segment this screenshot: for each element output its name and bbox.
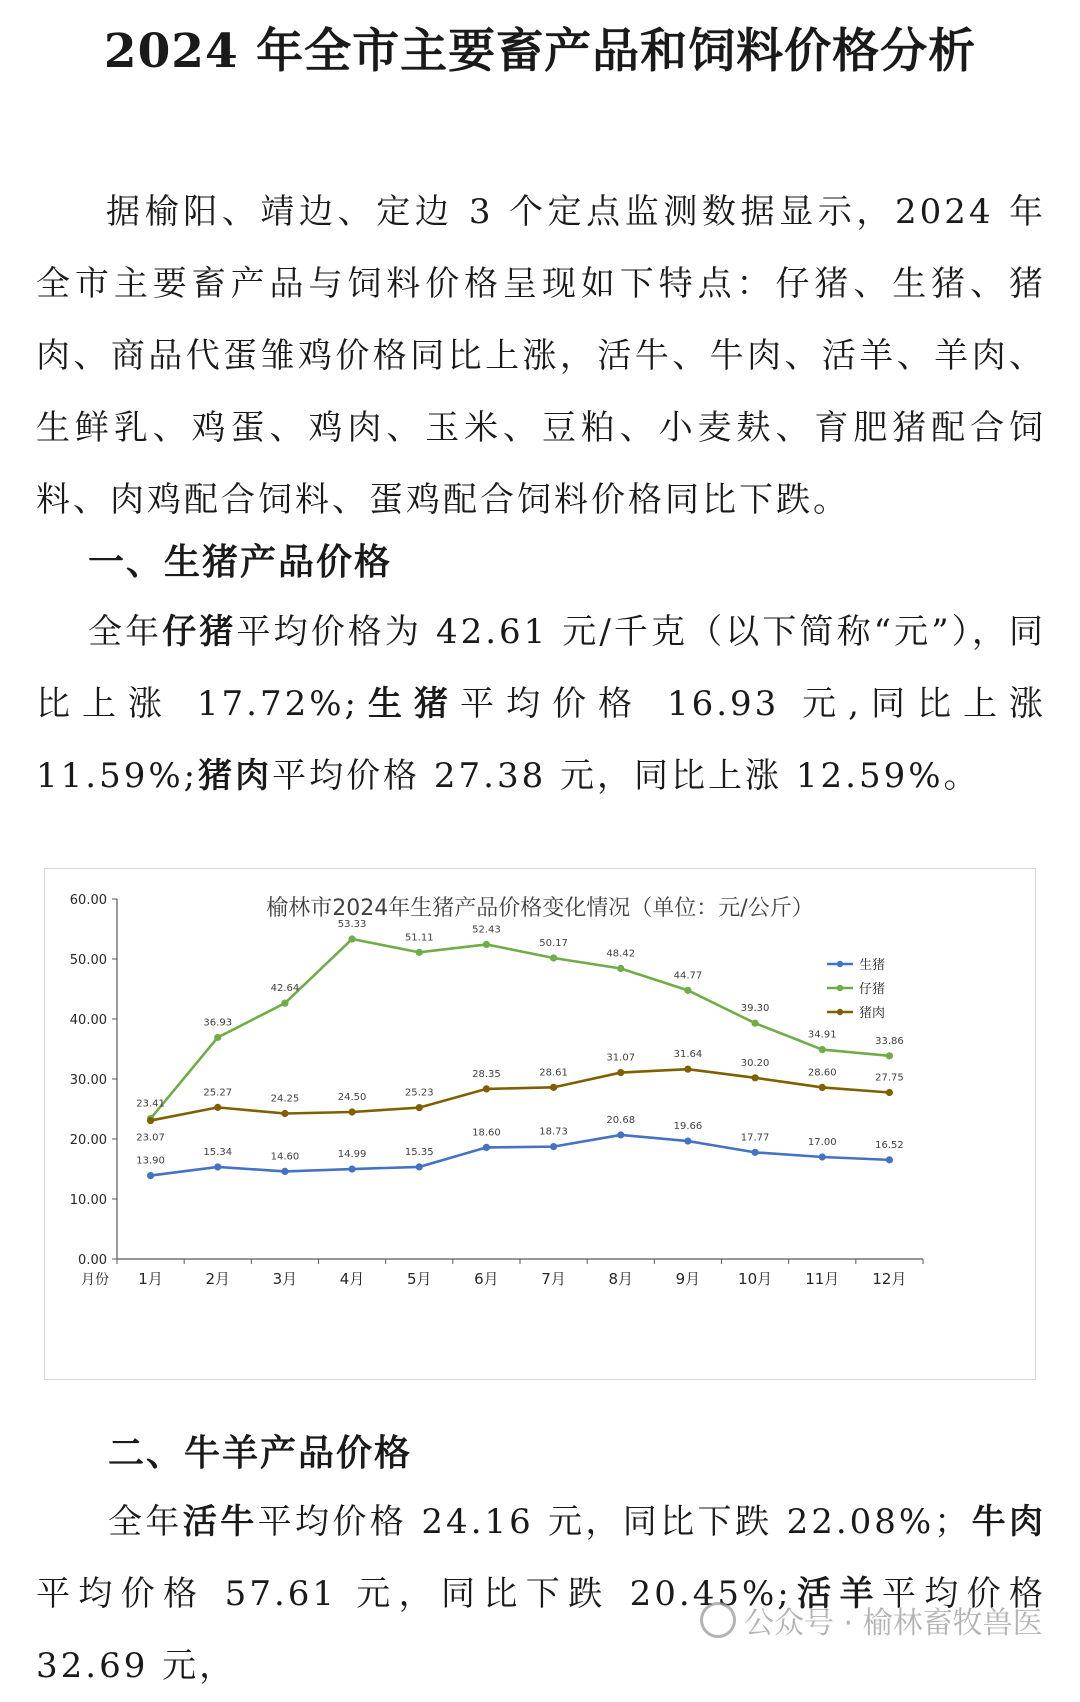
data-label: 23.41: [136, 1098, 165, 1110]
watermark: 公众号 · 榆林畜牧兽医: [700, 1598, 1043, 1642]
x-tick-label: 12月: [872, 1270, 907, 1288]
data-point: [281, 1000, 288, 1007]
data-point: [416, 1104, 423, 1111]
data-point: [281, 1110, 288, 1117]
data-point: [550, 1084, 557, 1091]
x-tick-label: 6月: [474, 1270, 499, 1288]
data-point: [281, 1168, 288, 1175]
data-label: 39.30: [740, 1003, 770, 1015]
x-tick-label: 4月: [339, 1270, 365, 1288]
data-label: 24.25: [270, 1093, 300, 1105]
data-label: 33.86: [875, 1035, 904, 1047]
x-tick-label: 10月: [738, 1270, 773, 1288]
data-label: 19.66: [673, 1121, 703, 1133]
pig-price-paragraph: 全年仔猪平均价格为 42.61 元/千克（以下简称“元”），同比上涨 17.72%;生猪平均价格 16.93 元,同比上涨 11.59%;猪肉平均价格 27.38 元，同比上涨 12.59%。: [36, 612, 1047, 796]
section-heading-pig: 一、生猪产品价格: [88, 541, 393, 583]
data-point: [751, 1149, 758, 1156]
data-label: 15.35: [404, 1146, 434, 1158]
y-tick-label: 40.00: [69, 1013, 107, 1028]
x-tick-label: 3月: [272, 1270, 298, 1288]
data-label: 15.34: [203, 1146, 233, 1158]
data-label: 17.77: [740, 1132, 770, 1144]
x-tick-label: 8月: [608, 1270, 634, 1288]
y-tick-label: 30.00: [69, 1073, 107, 1088]
data-point: [550, 1143, 557, 1150]
data-point: [684, 987, 691, 994]
x-tick-label: 1月: [138, 1270, 163, 1288]
data-label: 34.91: [807, 1029, 837, 1041]
legend-marker: [837, 1009, 843, 1015]
legend-marker: [837, 985, 843, 991]
legend-entry: 猪肉: [859, 1006, 886, 1021]
x-tick-label: 9月: [675, 1270, 701, 1288]
data-label: 16.52: [875, 1139, 904, 1151]
data-point: [819, 1153, 826, 1160]
data-label: 28.35: [472, 1068, 501, 1080]
data-label: 48.42: [606, 948, 636, 960]
data-label: 31.07: [606, 1052, 636, 1064]
y-tick-label: 50.00: [69, 953, 107, 968]
y-tick-label: 10.00: [69, 1193, 107, 1208]
data-point: [483, 1144, 490, 1151]
legend-marker: [837, 961, 843, 967]
x-tick-label: 5月: [406, 1270, 432, 1288]
data-point: [886, 1156, 893, 1163]
data-point: [617, 1131, 624, 1138]
data-point: [214, 1034, 221, 1041]
data-point: [751, 1020, 758, 1027]
data-label: 44.77: [673, 970, 703, 982]
data-label: 51.11: [404, 932, 434, 944]
data-point: [819, 1046, 826, 1053]
data-label: 25.27: [203, 1087, 233, 1099]
data-point: [617, 965, 624, 972]
data-label: 28.60: [807, 1067, 837, 1079]
data-point: [416, 1163, 423, 1170]
section-heading-cattle-sheep: 二、牛羊产品价格: [108, 1432, 413, 1474]
data-label: 17.00: [807, 1137, 837, 1148]
data-label: 28.61: [539, 1067, 568, 1079]
data-label: 14.99: [337, 1149, 367, 1161]
data-label: 53.33: [337, 919, 367, 931]
y-tick-label: 60.00: [69, 893, 107, 908]
data-point: [617, 1069, 624, 1076]
data-point: [483, 1085, 490, 1092]
data-label: 27.75: [875, 1072, 904, 1084]
data-label: 18.60: [472, 1127, 501, 1139]
data-label: 42.64: [270, 983, 300, 995]
chart-svg: [45, 869, 1035, 1379]
data-label: 20.68: [606, 1114, 636, 1126]
y-tick-label: 0.00: [78, 1253, 107, 1268]
data-label: 18.73: [539, 1126, 568, 1138]
data-label: 31.64: [673, 1049, 703, 1061]
data-label: 52.43: [472, 924, 501, 936]
data-point: [684, 1066, 691, 1073]
data-label: 24.50: [337, 1092, 367, 1103]
x-tick-label: 7月: [541, 1270, 566, 1288]
series-line-猪肉: [151, 1069, 890, 1120]
chart-title: 榆林市2024年生猪产品价格变化情况（单位：元/公斤）: [266, 896, 814, 921]
data-label: 25.23: [404, 1087, 434, 1099]
series-line-生猪: [151, 1135, 890, 1176]
document-title: 2024 年全市主要畜产品和饲料价格分析: [103, 24, 977, 79]
data-point: [348, 1165, 355, 1172]
data-point: [886, 1052, 893, 1059]
wechat-icon: [700, 1602, 736, 1638]
data-point: [348, 935, 355, 942]
data-point: [550, 954, 557, 961]
pig-price-chart: [44, 868, 1036, 1380]
cattle-sheep-paragraph: 全年活牛平均价格 24.16 元，同比下跌 22.08%；牛肉平均价格 57.61 元，同比下跌 20.45%;活羊平均价格 32.69 元，: [36, 1502, 1047, 1686]
x-tick-label: 11月: [805, 1270, 840, 1288]
data-label: 23.07: [136, 1132, 165, 1144]
data-point: [214, 1163, 221, 1170]
data-label: 36.93: [203, 1017, 233, 1029]
data-label: 14.60: [270, 1151, 300, 1163]
series-line-仔猪: [151, 939, 890, 1119]
data-label: 30.20: [740, 1057, 770, 1069]
data-point: [819, 1084, 826, 1091]
x-axis-label: 月份: [81, 1272, 109, 1288]
data-label: 13.90: [136, 1155, 165, 1167]
data-point: [214, 1104, 221, 1111]
data-point: [684, 1137, 691, 1144]
x-tick-label: 2月: [205, 1270, 231, 1288]
data-label: 50.17: [539, 937, 568, 949]
data-point: [483, 941, 490, 948]
legend-entry: 生猪: [859, 958, 886, 973]
data-point: [147, 1117, 154, 1124]
data-point: [751, 1074, 758, 1081]
intro-paragraph: 据榆阳、靖边、定边 3 个定点监测数据显示，2024 年全市主要畜产品与饲料价格呈现如下特点：仔猪、生猪、猪肉、商品代蛋雏鸡价格同比上涨，活牛、牛肉、活羊、羊肉、生鲜乳、鸡蛋、鸡肉、玉米、豆粕、小麦麸、育肥猪配合饲料、肉鸡配合饲料、蛋鸡配合饲料价格同比下跌。: [36, 192, 1046, 520]
data-point: [348, 1108, 355, 1115]
legend-entry: 仔猪: [859, 982, 886, 997]
data-point: [886, 1089, 893, 1096]
data-point: [416, 949, 423, 956]
y-tick-label: 20.00: [69, 1133, 107, 1148]
data-point: [147, 1172, 154, 1179]
